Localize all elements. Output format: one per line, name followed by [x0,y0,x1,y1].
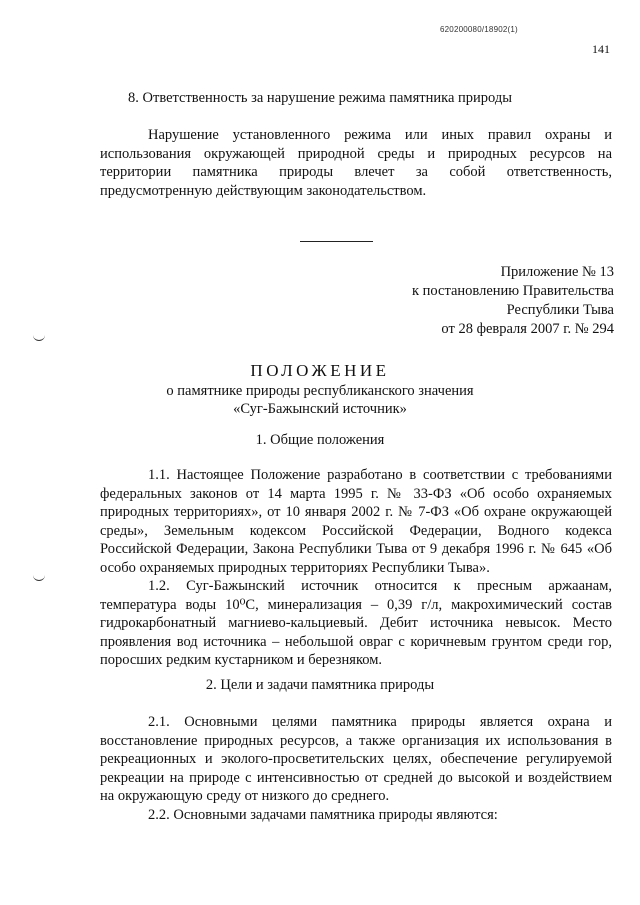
margin-mark [33,574,45,581]
section-1-paragraphs [100,466,612,670]
section-8-text: Нарушение установленного режима или иных правил охраны и использования окружающей природной среды и природных ресурсов на территории памятника природы влечет за собой ответственность, предусмотренную действующим законодательством. [100,127,612,199]
appendix-line-3: Республики Тыва [506,302,614,318]
section-8-paragraph [100,126,612,200]
page-number: 141 [592,42,610,56]
paragraph-2-1: 2.1. Основными целями памятника природы является охрана и восстановление природных ресурсов, а также организация их использования в рекреационных и эколого-просветительских целях, обеспечение регулируемой рекреации на природе с интенсивностью от средней до высокой и воздействием на окружающую среду от низкого до среднего. [100,714,612,804]
appendix-line-2: к постановлению Правительства [412,283,614,299]
paragraph-1-2: 1.2. Суг-Бажынский источник относится к пресным аржаанам, температура воды 10⁰С, минерализация – 0,39 г/л, макрохимический состав гидрокарбонатный магниево-кальциевый. Дебит источника невысок. Место проявления вод источника – небольшой овраг с коричневым грунтом среди гор, поросших редким кустарником и березняком. [100,578,612,668]
appendix-line-1: Приложение № 13 [500,264,614,280]
document-id: 620200080/18902(1) [440,25,518,34]
appendix-line-4: от 28 февраля 2007 г. № 294 [441,321,614,337]
document-title [0,360,640,418]
paragraph-1-1: 1.1. Настоящее Положение разработано в соответствии с требованиями федеральных законов от 14 марта 1995 г. № 33-ФЗ «Об особо охраняемых природных территориях», от 10 января 2002 г. № 7-ФЗ «Об охране окружающей среды», Земельным кодексом Российской Федерации, Водного кодекса Российской Федерации, Закона Республики Тыва от 9 декабря 1996 г. № 645 «Об особо охраняемых природных территориях Республики Тыва». [100,467,612,576]
section-1-heading: 1. Общие положения [255,432,385,448]
title-subtitle-2: «Суг-Бажынский источник» [233,401,407,417]
paragraph-2-2: 2.2. Основными задачами памятника природы являются: [148,806,498,823]
title-main: ПОЛОЖЕНИЕ [250,361,390,380]
title-subtitle-1: о памятнике природы республиканского значения [166,383,474,399]
section-2-paragraphs [100,713,612,824]
appendix-block [370,263,614,339]
margin-mark [33,334,45,341]
section-8-heading: 8. Ответственность за нарушение режима памятника природы [128,90,512,106]
separator-rule [300,241,373,242]
section-2-heading: 2. Цели и задачи памятника природы [205,677,435,693]
